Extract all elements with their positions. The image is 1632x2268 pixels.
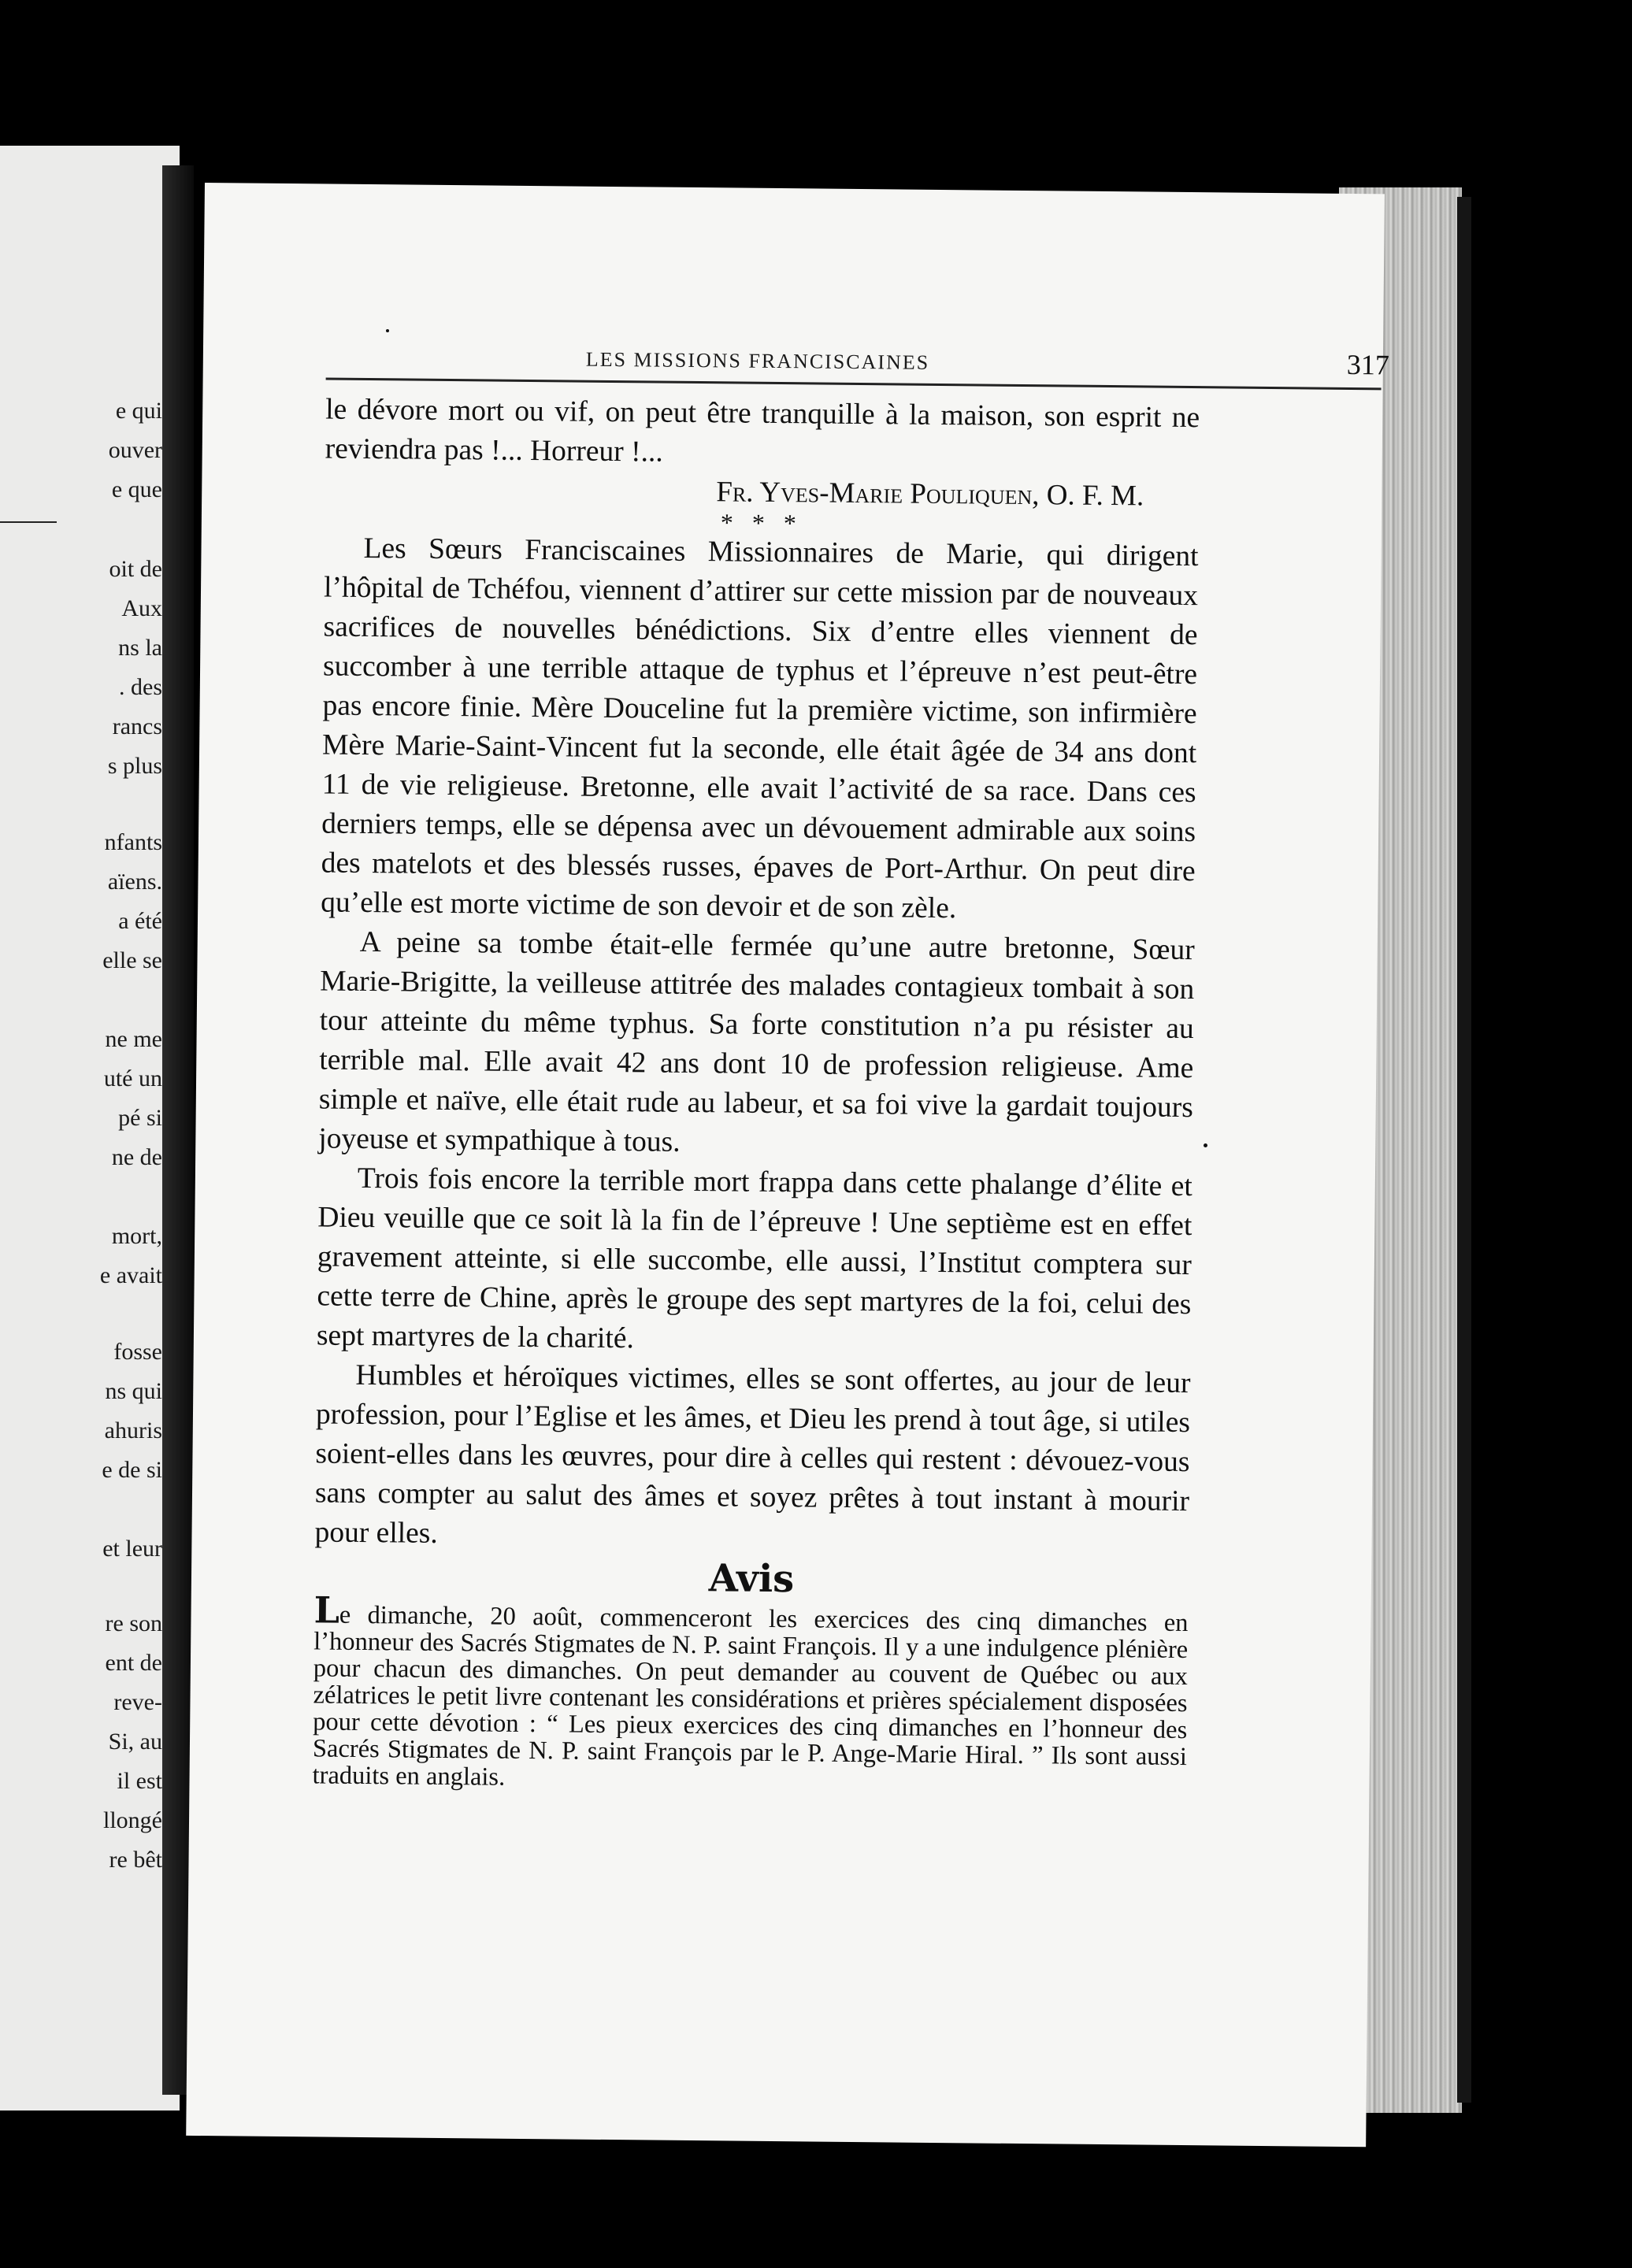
left-page-line: llongé: [103, 1807, 162, 1833]
left-page-line: mort,: [111, 1223, 162, 1249]
left-page-line: rancs: [112, 713, 162, 739]
left-page-line: uté un: [103, 1065, 162, 1091]
left-page-line: a été: [118, 908, 162, 934]
left-page-line: ne me: [105, 1026, 162, 1052]
left-page-line: nfants: [104, 829, 162, 855]
left-page-line: ne de: [111, 1144, 162, 1170]
left-page-line: ns qui: [105, 1378, 162, 1404]
left-page-rule: [0, 521, 57, 523]
author-signature: Fr. Yves-Marie Pouliquen, O. F. M.: [716, 476, 1144, 513]
avis-text: e dimanche, 20 août, commenceront les exercices des cinq dimanches en l’honneur des Sacrés Stigmates de N. P. saint François. Il y a une indulgence plénière pour chacun des dimanches. On peut demander au couvent de Québec ou aux zélatrices le petit livre contenant les considérations et prières spécialement disposées pour cette dévotion : “ Les pieux exercices des cinq dimanches en l’honneur des Sacrés Stigmates de N. P. saint François par le P. Ange-Marie Hiral. ” Ils sont aussi traduits en anglais.: [312, 1600, 1189, 1792]
left-page-line: e qui: [115, 398, 162, 424]
paragraph-1: Les Sœurs Franciscaines Missionnaires de Marie, qui dirigent l’hôpital de Tchéfou, viennent d’attirer sur cette mission par de nouveaux sacrifices de nouvelles bénédictions. Six d’entre elles viennent de succomber à une terrible attaque de typhus et l’épreuve n’est peut-être pas encore finie. Mère Douceline fut la première victime, son infirmière Mère Marie-Saint-Vincent fut la seconde, elle était âgée de 34 ans dont 11 de vie religieuse. Bretonne, elle avait l’activité de sa race. Dans ces derniers temps, elle se dépensa avec un dévouement admirable aux soins des matelots et des blessés russes, épaves de Port-Arthur. On peut dire qu’elle est morte victime de son devoir et de son zèle.: [321, 532, 1199, 925]
left-page-line: . des: [119, 674, 162, 700]
left-page-line: il est: [117, 1768, 162, 1794]
left-page-line: ahuris: [104, 1418, 162, 1443]
left-page-line: re son: [105, 1610, 162, 1636]
ink-speck: [1204, 1143, 1207, 1147]
left-page-line: pé si: [118, 1105, 162, 1131]
left-page-line: et leur: [102, 1536, 162, 1562]
running-head: LES MISSIONS FRANCISCAINES: [585, 347, 930, 374]
left-page-line: ent de: [105, 1650, 162, 1676]
page-number: 317: [1346, 348, 1390, 381]
section-separator: * * *: [720, 508, 803, 538]
paragraph-4: Humbles et héroïques victimes, elles se sont offertes, au jour de leur profession, pour l’Eglise et les âmes, et Dieu les prend à tout âge, si utiles soient-elles dans les œuvres, pour dire à celles qui restent : dévouez-vous sans compter au salut des âmes et soyez prêtes à tout instant à mourir pour elles.: [314, 1358, 1191, 1550]
avis-dropcap: L: [313, 1588, 340, 1632]
paragraph-3: Trois fois encore la terrible mort frappa dans cette phalange d’élite et Dieu veuille que ce soit là la fin de l’épreuve ! Une septième est en effet gravement atteinte, si elle succombe, elle aussi, l’Institut comptera sur cette terre de Chine, après le groupe des sept martyres de la foi, celui des sept martyres de la charité.: [316, 1162, 1193, 1355]
left-page-line: s plus: [107, 753, 162, 779]
ink-speck: [386, 329, 389, 332]
left-page-line: Si, au: [108, 1729, 162, 1755]
left-page-line: ouver: [108, 437, 162, 463]
left-page-line: fosse: [113, 1339, 162, 1365]
left-page-line: reve-: [113, 1689, 162, 1715]
header-rule: [326, 377, 1382, 390]
body-text: [312, 390, 1200, 1797]
left-page-line: e que: [111, 476, 162, 502]
avis-paragraph: [312, 1588, 1189, 1797]
left-page-line: elle se: [102, 947, 162, 973]
page-edges-shadow: [1457, 197, 1471, 2103]
left-page-line: Aux: [121, 595, 162, 621]
left-page-line: ns la: [118, 635, 162, 661]
left-page-line: aïens.: [107, 869, 162, 895]
avis-heading: Avis: [708, 1556, 795, 1602]
left-page-line: e avait: [99, 1262, 162, 1288]
main-page: [186, 183, 1390, 2147]
left-page-line: re bêt: [109, 1847, 162, 1873]
paragraph-2: A peine sa tombe était-elle fermée qu’une autre bretonne, Sœur Marie-Brigitte, la veilleuse attitrée des malades contagieux tombait à son tour atteinte du même typhus. Sa forte constitution n’a pu résister au terrible mal. Elle avait 42 ans dont 10 de profession religieuse. Ame simple et naïve, elle était rude au labeur, et sa foi vive la gardait toujours joyeuse et sympathique à tous.: [318, 925, 1195, 1158]
left-page-line: e de si: [102, 1457, 162, 1483]
left-page: [0, 146, 180, 2110]
left-page-line: oit de: [109, 556, 162, 582]
opening-paragraph: le dévore mort ou vif, on peut être tranquille à la maison, son esprit ne reviendra pas !... Horreur !...: [325, 393, 1200, 469]
